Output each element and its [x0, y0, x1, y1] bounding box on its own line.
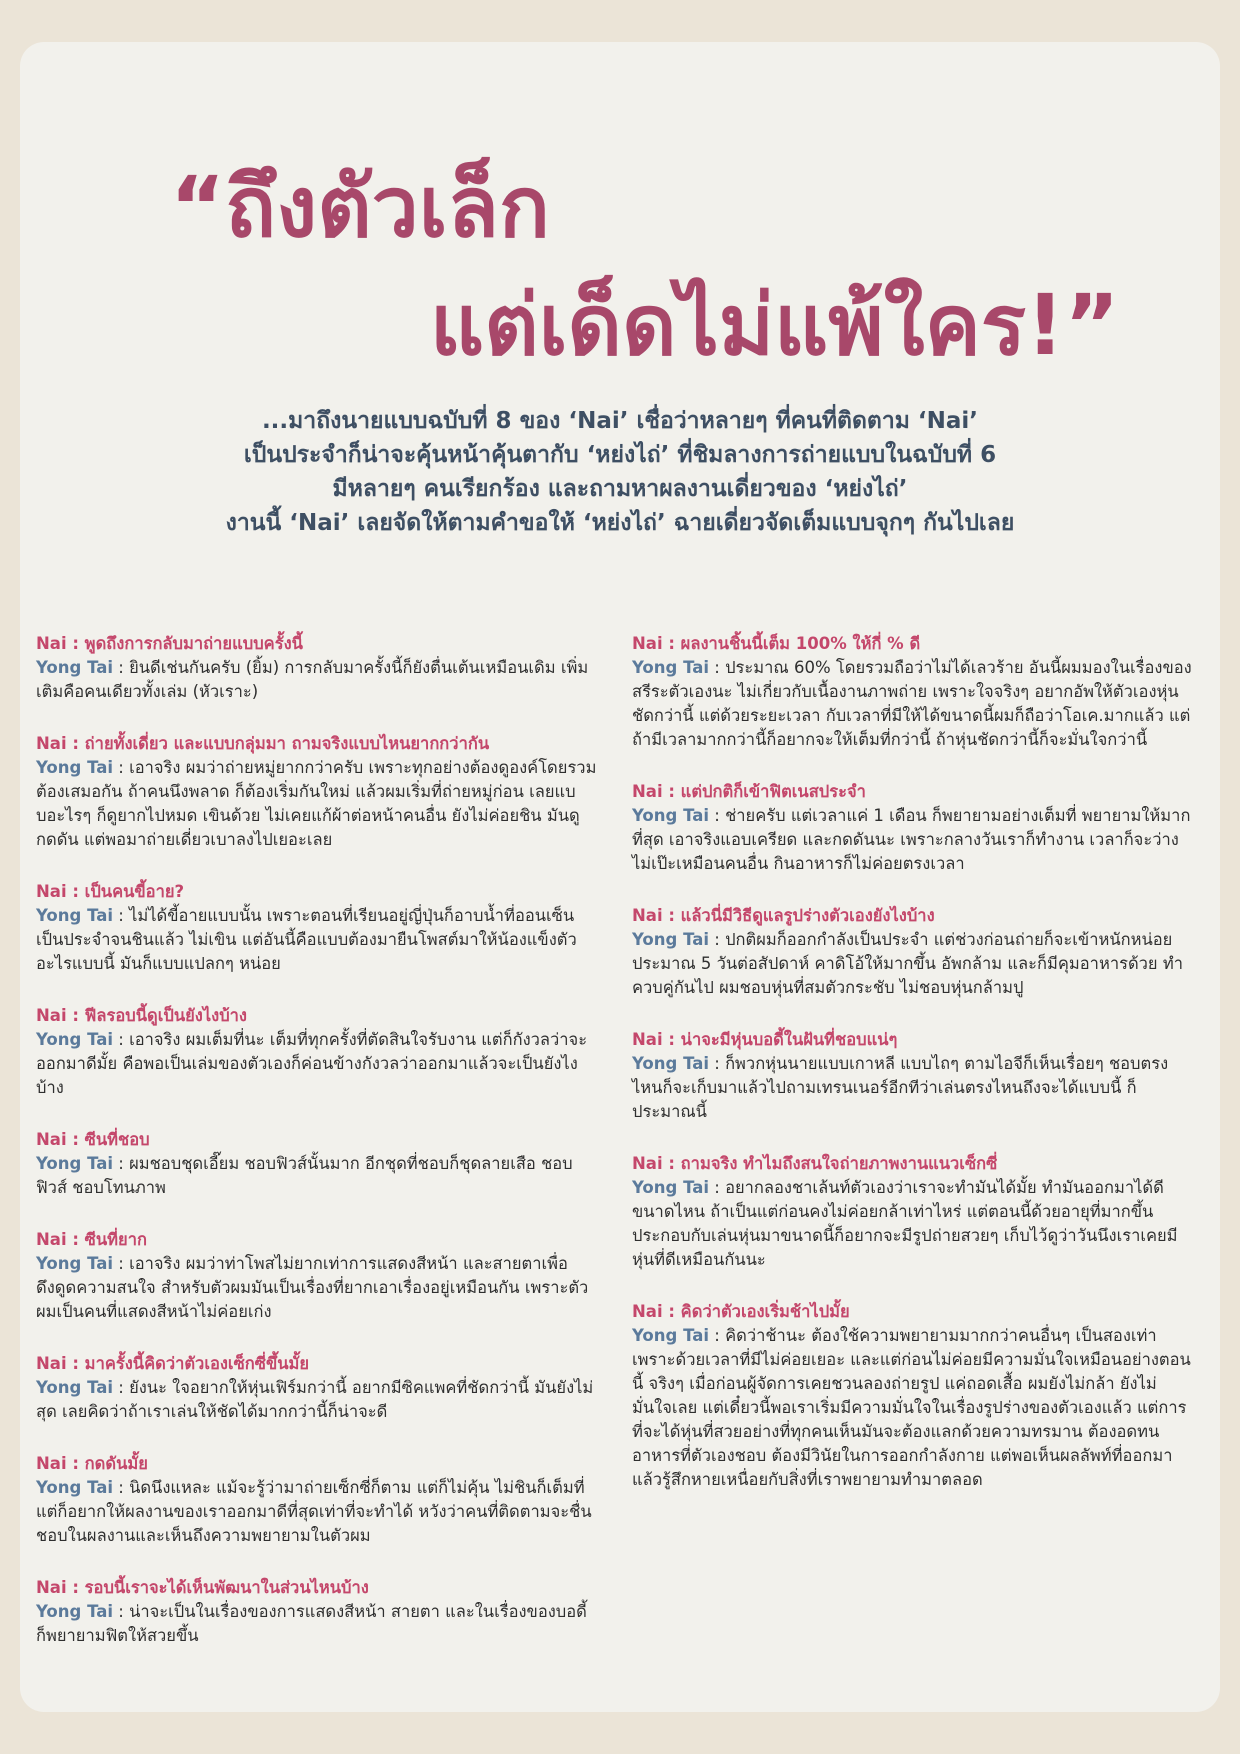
- answer-text: คิดว่าช้านะ ต้องใช้ความพยายามมากกว่าคนอื่นๆ เป็นสองเท่า เพราะด้วยเวลาที่มีไม่ค่อยเยอะ และแต่ก่อนไม่ค่อยมีความมั่นใจเหมือนอย่างตอนนี้ จริงๆ เมื่อก่อนผู้จัดการเคยชวนลองถ่ายรูป แค่ถอดเสื้อ ผมยังไม่กล้า ยังไม่มั่นใจเลย แต่เดี๋ยวนี้พอเราเริ่มมีความมั่นใจในเรื่องรูปร่างของตัวเองแล้ว แต่การที่จะได้หุ่นที่สวยอย่างที่ทุกคนเห็นมันจะต้องแลกด้วยความทรมาน ต้องอดทนอาหารที่ตัวเองชอบ ต้องมีวินัยในการออกกำลังกาย แต่พอเห็นผลลัพท์ที่ออกมาแล้วรู้สึกหายเหนื่อยกับสิ่งที่เราพยายามทำมาตลอด: [632, 1326, 1191, 1489]
- qa-item: [632, 1028, 1194, 1124]
- qa-item: [632, 904, 1194, 1000]
- speaker-label: Yong Tai: [36, 1030, 113, 1049]
- question: Nai : น่าจะมีหุ่นบอดี้ในฝันที่ชอบแน่ๆ: [632, 1030, 898, 1049]
- answer-text: ยินดีเช่นกันครับ (ยิ้ม) การกลับมาครั้งนี้ก็ยังตื่นเต้นเหมือนเดิม เพิ่มเติมคือคนเดียวทั้งเล่ม (หัวเราะ): [36, 658, 589, 701]
- speaker-label: Yong Tai: [632, 806, 709, 825]
- qa-item: [36, 1128, 598, 1200]
- answer: Yong Tai : ผมชอบชุดเอี๊ยม ชอบฟิวส์นั้นมาก อีกชุดที่ชอบก็ชุดลายเสือ ชอบฟิวส์ ชอบโทนภาพ: [36, 1154, 573, 1197]
- speaker-label: Yong Tai: [36, 906, 113, 925]
- qa-item: [632, 1300, 1194, 1492]
- question: Nai : รอบนี้เราจะได้เห็นพัฒนาในส่วนไหนบ้าง: [36, 1578, 369, 1597]
- speaker-label: Yong Tai: [632, 1054, 709, 1073]
- answer-text: เอาจริง ผมเต็มที่นะ เต็มที่ทุกครั้งที่ตัดสินใจรับงาน แต่ก็กังวลว่าจะออกมาดีมั้ย คือพอเป็นเล่มของตัวเองก็ค่อนข้างกังวลว่าออกมาแล้วจะเป็นยังไงบ้าง: [36, 1030, 588, 1097]
- intro-line: มีหลายๆ คนเรียกร้อง และถามหาผลงานเดี่ยวของ ‘หย่งไถ่’: [332, 476, 908, 502]
- answer: Yong Tai : น่าจะเป็นในเรื่องของการแสดงสีหน้า สายตา และในเรื่องของบอดี้ ก็พยายามฟิตให้สวยขึ้น: [36, 1602, 587, 1645]
- question: Nai : ถ่ายทั้งเดี่ยว และแบบกลุ่มมา ถามจริงแบบไหนยากกว่ากัน: [36, 734, 490, 753]
- speaker-label: Yong Tai: [36, 758, 113, 777]
- answer-text: ผมชอบชุดเอี๊ยม ชอบฟิวส์นั้นมาก อีกชุดที่ชอบก็ชุดลายเสือ ชอบฟิวส์ ชอบโทนภาพ: [36, 1154, 573, 1197]
- answer-text: เอาจริง ผมว่าถ่ายหมู่ยากกว่าครับ เพราะทุกอย่างต้องดูองค์โดยรวม ต้องเสมอกัน ถ้าคนนึงพลาด ก็ต้องเริ่มกันใหม่ แล้วผมเริ่มที่ถ่ายหมู่ก่อน เลยแบบอะไรๆ ก็ดูยากไปหมด เขินด้วย ไม่เคยแก้ผ้าต่อหน้าคนอื่น ยังไม่ค่อยชิน มันดูกดดัน แต่พอมาถ่ายเดี่ยวเบาลงไปเยอะเลย: [36, 758, 597, 849]
- answer-text: เอาจริง ผมว่าท่าโพสไม่ยากเท่าการแสดงสีหน้า และสายตาเพื่อดึงดูดความสนใจ สำหรับตัวผมมันเป็นเรื่องที่ยากเอาเรื่องอยู่เหมือนกัน เพราะตัวผมเป็นคนที่แสดงสีหน้าไม่ค่อยเก่ง: [36, 1254, 589, 1321]
- qa-item: [36, 880, 598, 976]
- answer-text: ช่ายครับ แต่เวลาแค่ 1 เดือน ก็พยายามอย่างเต็มที่ พยายามให้มากที่สุด เอาจริงแอบเครียด และกดดันนะ เพราะกลางวันเราก็ทำงาน เวลาก็จะว่างไม่เป๊ะเหมือนคนอื่น กินอาหารก็ไม่ค่อยตรงเวลา: [632, 806, 1191, 873]
- answer: Yong Tai : คิดว่าช้านะ ต้องใช้ความพยายามมากกว่าคนอื่นๆ เป็นสองเท่า เพราะด้วยเวลาที่มีไม่ค่อยเยอะ และแต่ก่อนไม่ค่อยมีความมั่นใจเหมือนอย่างตอนนี้ จริงๆ เมื่อก่อนผู้จัดการเคยชวนลองถ่ายรูป แค่ถอดเสื้อ ผมยังไม่กล้า ยังไม่มั่นใจเลย แต่เดี๋ยวนี้พอเราเริ่มมีความมั่นใจในเรื่องรูปร่างของตัวเองแล้ว แต่การที่จะได้หุ่นที่สวยอย่างที่ทุกคนเห็นมันจะต้องแลกด้วยความทรมาน ต้องอดทนอาหารที่ตัวเองชอบ ต้องมีวินัยในการออกกำลังกาย แต่พอเห็นผลลัพท์ที่ออกมาแล้วรู้สึกหายเหนื่อยกับสิ่งที่เราพยายามทำมาตลอด: [632, 1326, 1191, 1489]
- answer-text: ยังนะ ใจอยากให้หุ่นเฟิร์มกว่านี้ อยากมีซิคแพคที่ชัดกว่านี้ มันยังไม่สุด เลยคิดว่าถ้าเราเล่นให้ชัดได้มากกว่านี้ก็น่าจะดี: [36, 1378, 594, 1421]
- intro-line: เป็นประจำก็น่าจะคุ้นหน้าคุ้นตากับ ‘หย่งไถ่’ ที่ชิมลางการถ่ายแบบในฉบับที่ 6: [243, 442, 997, 468]
- headline-line-1: “ถึงตัวเล็ก: [170, 158, 550, 256]
- answer: Yong Tai : เอาจริง ผมเต็มที่นะ เต็มที่ทุกครั้งที่ตัดสินใจรับงาน แต่ก็กังวลว่าจะออกมาดีมั้ย คือพอเป็นเล่มของตัวเองก็ค่อนข้างกังวลว่าออกมาแล้วจะเป็นยังไงบ้าง: [36, 1030, 588, 1097]
- answer-text: ปกติผมก็ออกกำลังเป็นประจำ แต่ช่วงก่อนถ่ายก็จะเข้าหนักหน่อย ประมาณ 5 วันต่อสัปดาห์ คาดิโอ้ให้มากขึ้น อัพกล้าม และก็มีคุมอาหารด้วย ทำควบคู่กันไป ผมชอบหุ่นที่สมตัวกระชับ ไม่ชอบหุ่นกล้ามปู: [632, 930, 1183, 997]
- answer: Yong Tai : ยินดีเช่นกันครับ (ยิ้ม) การกลับมาครั้งนี้ก็ยังตื่นเต้นเหมือนเดิม เพิ่มเติมคือคนเดียวทั้งเล่ม (หัวเราะ): [36, 658, 589, 701]
- answer: Yong Tai : ก็พวกหุ่นนายแบบเกาหลี แบบไถๆ ตามไอจีก็เห็นเรื่อยๆ ชอบตรงไหนก็จะเก็บมาแล้วไปถามเทรนเนอร์อีกทีว่าเล่นตรงไหนถึงจะได้แบบนี้ ก็ประมาณนี้: [632, 1054, 1169, 1121]
- qa-item: [632, 632, 1194, 752]
- question: Nai : ซีนที่ชอบ: [36, 1130, 150, 1149]
- question: Nai : กดดันมั้ย: [36, 1454, 148, 1473]
- speaker-label: Yong Tai: [36, 658, 113, 677]
- question: Nai : แล้วนี่มีวิธีดูแลรูปร่างตัวเองยังไงบ้าง: [632, 906, 935, 925]
- qa-item: [36, 1228, 598, 1324]
- question: Nai : ซีนที่ยาก: [36, 1230, 147, 1249]
- answer-text: อยากลองชาเล้นท์ตัวเองว่าเราจะทำมันได้มั้ย ทำมันออกมาได้ดีขนาดไหน ถ้าเป็นแต่ก่อนคงไม่ค่อยกล้าเท่าไหร่ แต่ตอนนี้ด้วยอายุที่มากขึ้น ประกอบกับเล่นหุ่นมาขนาดนี้ก็อยากจะมีรูปถ่ายสวยๆ เก็บไว้ดูว่าวันนึงเราเคยมีหุ่นที่ดีเหมือนกันนะ: [632, 1178, 1178, 1269]
- answer-text: น่าจะเป็นในเรื่องของการแสดงสีหน้า สายตา และในเรื่องของบอดี้ ก็พยายามฟิตให้สวยขึ้น: [36, 1602, 587, 1645]
- qa-item: [36, 1452, 598, 1548]
- headline-line-2: แต่เด็ดไม่แพ้ใคร!”: [430, 276, 1120, 374]
- speaker-label: Yong Tai: [36, 1154, 113, 1173]
- speaker-label: Yong Tai: [632, 1178, 709, 1197]
- answer-text: ไม่ได้ขี้อายแบบนั้น เพราะตอนที่เรียนอยู่ญี่ปุ่นก็อาบน้ำที่ออนเซ็นเป็นประจำจนชินแล้ว ไม่เขิน แต่อันนี้คือแบบต้องมายืนโพสต์มาให้น้องแข็งตัวอะไรแบบนี้ มันก็แบบแปลกๆ หน่อย: [36, 906, 577, 973]
- speaker-label: Yong Tai: [632, 930, 709, 949]
- intro-paragraph: [80, 404, 1160, 540]
- question: Nai : แต่ปกติก็เข้าฟิตเนสประจำ: [632, 782, 866, 801]
- question: Nai : เป็นคนขี้อาย?: [36, 882, 185, 901]
- interview-column-right: [632, 632, 1194, 1520]
- qa-item: [36, 632, 598, 704]
- intro-line: ...มาถึงนายแบบฉบับที่ 8 ของ ‘Nai’ เชื่อว่าหลายๆ ที่คนที่ติดตาม ‘Nai’: [261, 408, 979, 434]
- answer: Yong Tai : ยังนะ ใจอยากให้หุ่นเฟิร์มกว่านี้ อยากมีซิคแพคที่ชัดกว่านี้ มันยังไม่สุด เลยคิดว่าถ้าเราเล่นให้ชัดได้มากกว่านี้ก็น่าจะดี: [36, 1378, 594, 1421]
- speaker-label: Yong Tai: [632, 658, 709, 677]
- speaker-label: Yong Tai: [632, 1326, 709, 1345]
- qa-item: [632, 780, 1194, 876]
- qa-item: [36, 1576, 598, 1648]
- question: Nai : ผลงานชิ้นนี้เต็ม 100% ให้กี่ % ดี: [632, 634, 921, 653]
- answer: Yong Tai : ช่ายครับ แต่เวลาแค่ 1 เดือน ก็พยายามอย่างเต็มที่ พยายามให้มากที่สุด เอาจริงแอบเครียด และกดดันนะ เพราะกลางวันเราก็ทำงาน เวลาก็จะว่างไม่เป๊ะเหมือนคนอื่น กินอาหารก็ไม่ค่อยตรงเวลา: [632, 806, 1191, 873]
- speaker-label: Yong Tai: [36, 1378, 113, 1397]
- speaker-label: Yong Tai: [36, 1602, 113, 1621]
- qa-item: [36, 732, 598, 852]
- qa-item: [632, 1152, 1194, 1272]
- answer: Yong Tai : เอาจริง ผมว่าถ่ายหมู่ยากกว่าครับ เพราะทุกอย่างต้องดูองค์โดยรวม ต้องเสมอกัน ถ้าคนนึงพลาด ก็ต้องเริ่มกันใหม่ แล้วผมเริ่มที่ถ่ายหมู่ก่อน เลยแบบอะไรๆ ก็ดูยากไปหมด เขินด้วย ไม่เคยแก้ผ้าต่อหน้าคนอื่น ยังไม่ค่อยชิน มันดูกดดัน แต่พอมาถ่ายเดี่ยวเบาลงไปเยอะเลย: [36, 758, 597, 849]
- answer: Yong Tai : ไม่ได้ขี้อายแบบนั้น เพราะตอนที่เรียนอยู่ญี่ปุ่นก็อาบน้ำที่ออนเซ็นเป็นประจำจนชินแล้ว ไม่เขิน แต่อันนี้คือแบบต้องมายืนโพสต์มาให้น้องแข็งตัวอะไรแบบนี้ มันก็แบบแปลกๆ หน่อย: [36, 906, 577, 973]
- answer: Yong Tai : เอาจริง ผมว่าท่าโพสไม่ยากเท่าการแสดงสีหน้า และสายตาเพื่อดึงดูดความสนใจ สำหรับตัวผมมันเป็นเรื่องที่ยากเอาเรื่องอยู่เหมือนกัน เพราะตัวผมเป็นคนที่แสดงสีหน้าไม่ค่อยเก่ง: [36, 1254, 589, 1321]
- answer-text: นิดนึงแหละ แม้จะรู้ว่ามาถ่ายเซ็กซี่ก็ตาม แต่ก็ไม่คุ้น ไม่ชินก็เต็มที่ แต่ก็อยากให้ผลงานของเราออกมาดีที่สุดเท่าที่จะทำได้ หวังว่าคนที่ติดตามจะชื่นชอบในผลงานและเห็นถึงความพยายามในตัวผม: [36, 1478, 592, 1545]
- answer: Yong Tai : นิดนึงแหละ แม้จะรู้ว่ามาถ่ายเซ็กซี่ก็ตาม แต่ก็ไม่คุ้น ไม่ชินก็เต็มที่ แต่ก็อยากให้ผลงานของเราออกมาดีที่สุดเท่าที่จะทำได้ หวังว่าคนที่ติดตามจะชื่นชอบในผลงานและเห็นถึงความพยายามในตัวผม: [36, 1478, 592, 1545]
- answer: Yong Tai : อยากลองชาเล้นท์ตัวเองว่าเราจะทำมันได้มั้ย ทำมันออกมาได้ดีขนาดไหน ถ้าเป็นแต่ก่อนคงไม่ค่อยกล้าเท่าไหร่ แต่ตอนนี้ด้วยอายุที่มากขึ้น ประกอบกับเล่นหุ่นมาขนาดนี้ก็อยากจะมีรูปถ่ายสวยๆ เก็บไว้ดูว่าวันนึงเราเคยมีหุ่นที่ดีเหมือนกันนะ: [632, 1178, 1178, 1269]
- interview-column-left: [36, 632, 598, 1676]
- intro-line: งานนี้ ‘Nai’ เลยจัดให้ตามคำขอให้ ‘หย่งไถ่’ ฉายเดี่ยวจัดเต็มแบบจุกๆ กันไปเลย: [225, 510, 1015, 536]
- question: Nai : ถามจริง ทำไมถึงสนใจถ่ายภาพงานแนวเซ็กซี่: [632, 1154, 998, 1173]
- question: Nai : มาครั้งนี้คิดว่าตัวเองเซ็กซี่ขึ้นมั้ย: [36, 1354, 310, 1373]
- question: Nai : พูดถึงการกลับมาถ่ายแบบครั้งนี้: [36, 634, 303, 653]
- answer-text: ก็พวกหุ่นนายแบบเกาหลี แบบไถๆ ตามไอจีก็เห็นเรื่อยๆ ชอบตรงไหนก็จะเก็บมาแล้วไปถามเทรนเนอร์อีกทีว่าเล่นตรงไหนถึงจะได้แบบนี้ ก็ประมาณนี้: [632, 1054, 1169, 1121]
- speaker-label: Yong Tai: [36, 1254, 113, 1273]
- speaker-label: Yong Tai: [36, 1478, 113, 1497]
- qa-item: [36, 1352, 598, 1424]
- answer: Yong Tai : ประมาณ 60% โดยรวมถือว่าไม่ได้เลวร้าย อันนี้ผมมองในเรื่องของสรีระตัวเองนะ ไม่เกี่ยวกับเนื้องานภาพถ่าย เพราะใจจริงๆ อยากอัพให้ตัวเองหุ่นชัดกว่านี้ แต่ด้วยระยะเวลา กับเวลาที่มีให้ได้ขนาดนี้ผมก็ถือว่าโอเค.มากแล้ว แต่ถ้ามีเวลามากกว่านี้ก็อยากจะให้เต็มที่กว่านี้ ถ้าหุ่นชัดกว่านี้ก็จะมั่นใจกว่านี้: [632, 658, 1192, 749]
- question: Nai : คิดว่าตัวเองเริ่มช้าไปมั้ย: [632, 1302, 850, 1321]
- article-card: [20, 42, 1220, 1712]
- question: Nai : ฟีลรอบนี้ดูเป็นยังไงบ้าง: [36, 1006, 247, 1025]
- answer: Yong Tai : ปกติผมก็ออกกำลังเป็นประจำ แต่ช่วงก่อนถ่ายก็จะเข้าหนักหน่อย ประมาณ 5 วันต่อสัปดาห์ คาดิโอ้ให้มากขึ้น อัพกล้าม และก็มีคุมอาหารด้วย ทำควบคู่กันไป ผมชอบหุ่นที่สมตัวกระชับ ไม่ชอบหุ่นกล้ามปู: [632, 930, 1183, 997]
- qa-item: [36, 1004, 598, 1100]
- answer-text: ประมาณ 60% โดยรวมถือว่าไม่ได้เลวร้าย อันนี้ผมมองในเรื่องของสรีระตัวเองนะ ไม่เกี่ยวกับเนื้องานภาพถ่าย เพราะใจจริงๆ อยากอัพให้ตัวเองหุ่นชัดกว่านี้ แต่ด้วยระยะเวลา กับเวลาที่มีให้ได้ขนาดนี้ผมก็ถือว่าโอเค.มากแล้ว แต่ถ้ามีเวลามากกว่านี้ก็อยากจะให้เต็มที่กว่านี้ ถ้าหุ่นชัดกว่านี้ก็จะมั่นใจกว่านี้: [632, 658, 1192, 749]
